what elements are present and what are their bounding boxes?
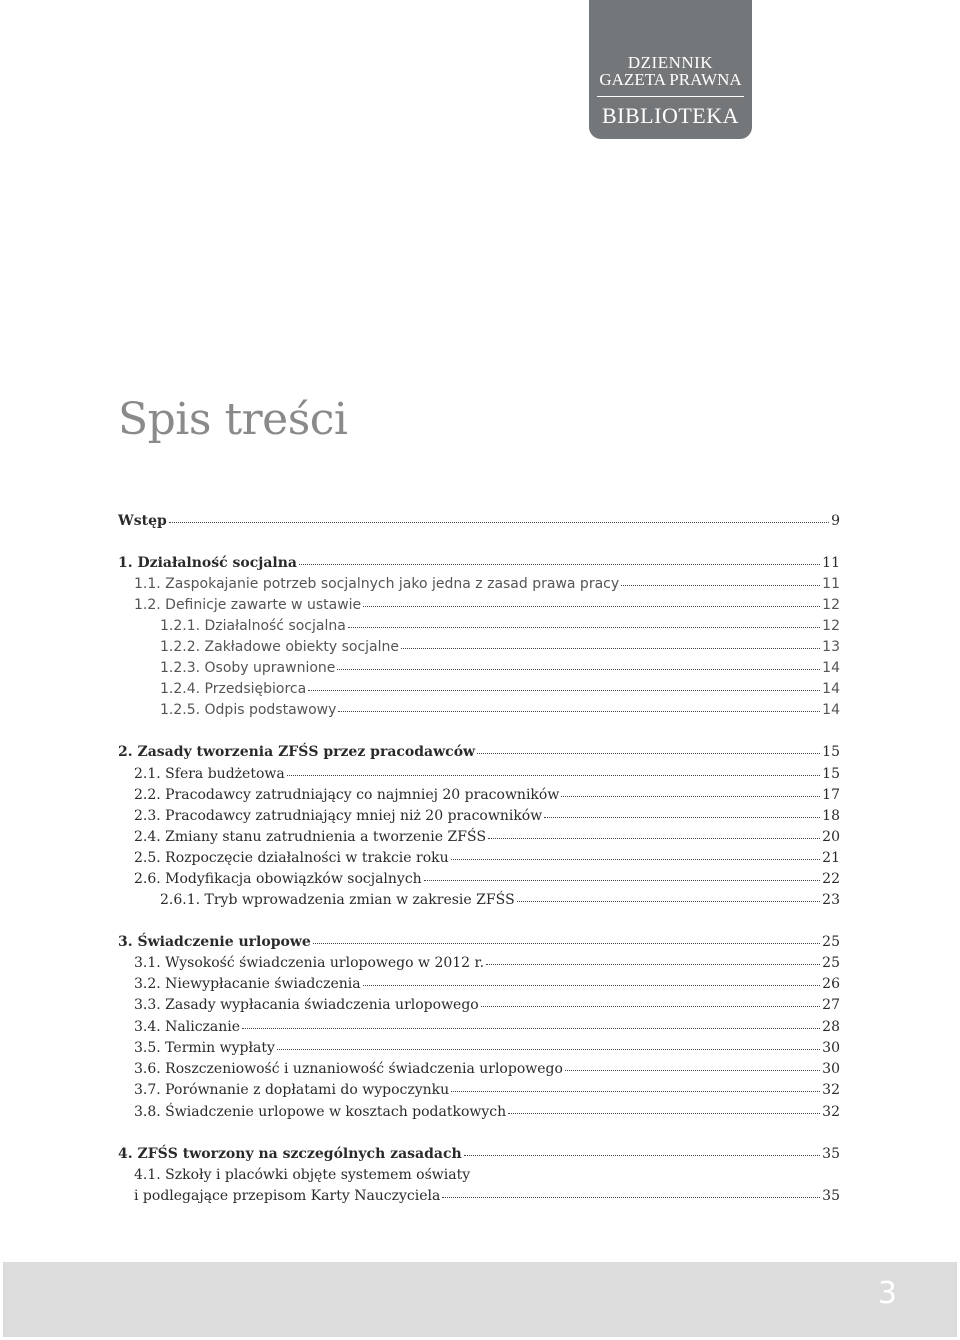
toc-entry[interactable] [134, 1102, 840, 1123]
toc-entry-page: 17 [822, 787, 840, 803]
toc-entry-label: 2.3. Pracodawcy zatrudniający mniej niż 20 pracowników [134, 808, 543, 824]
toc-entry-page: 14 [822, 681, 840, 697]
toc-entry-page: 28 [822, 1019, 840, 1035]
toc-entry[interactable] [160, 679, 840, 700]
toc-entry-page: 18 [822, 808, 840, 824]
toc-entry-label: 1.2.4. Przedsiębiorca [160, 681, 307, 697]
toc-entry[interactable] [134, 974, 840, 995]
toc-entry-label: 2.6. Modyfikacja obowiązków socjalnych [134, 871, 422, 887]
page-number: 3 [877, 1276, 897, 1311]
toc-entry[interactable] [134, 848, 840, 869]
toc-entry-page: 27 [822, 997, 840, 1013]
toc-entry-label[interactable]: 4.1. Szkoły i placówki objęte systemem oświaty [134, 1167, 471, 1183]
toc-leader [486, 963, 820, 965]
toc-entry[interactable] [134, 764, 840, 785]
toc-entry[interactable] [160, 658, 840, 679]
toc-leader [401, 647, 820, 649]
toc-leader [308, 689, 820, 691]
toc-entry[interactable] [134, 1059, 840, 1080]
toc-leader [169, 521, 829, 523]
toc-entry[interactable] [118, 932, 840, 953]
toc-leader [464, 1154, 821, 1156]
toc-entry[interactable] [134, 995, 840, 1016]
page-title: Spis treści [118, 394, 348, 445]
toc-entry[interactable] [134, 785, 840, 806]
toc-entry-page: 30 [822, 1061, 840, 1077]
toc-entry[interactable] [160, 616, 840, 637]
toc-entry-page: 22 [822, 871, 840, 887]
toc-entry-page: 21 [822, 850, 840, 866]
logo-line-1: DZIENNIK [627, 53, 714, 72]
page-footer [3, 1262, 957, 1337]
toc-entry-page: 35 [822, 1146, 840, 1162]
toc-entry-page: 11 [822, 576, 840, 592]
toc-entry-page: 14 [822, 660, 840, 676]
toc-entry-label: 1.2.5. Odpis podstawowy [160, 702, 337, 718]
toc-entry[interactable] [118, 742, 840, 763]
toc-leader [348, 626, 820, 628]
toc-leader [621, 584, 820, 586]
toc-entry-label: 1.2.2. Zakładowe obiekty socjalne [160, 639, 400, 655]
toc-entry-label: 2.5. Rozpoczęcie działalności w trakcie roku [134, 850, 449, 866]
toc-entry-page: 11 [822, 555, 840, 571]
toc-entry[interactable] [160, 890, 840, 911]
toc-entry[interactable] [134, 806, 840, 827]
logo-line-3: BIBLIOTEKA [602, 103, 739, 128]
toc-entry-label: 4. ZFŚS tworzony na szczególnych zasadach [118, 1146, 462, 1162]
toc-leader [508, 1112, 820, 1114]
toc-leader [442, 1196, 820, 1198]
toc-entry-page: 26 [822, 976, 840, 992]
toc-entry-page: 12 [822, 597, 840, 613]
toc-entry-label: 2.6.1. Tryb wprowadzenia zmian w zakresie ZFŚS [160, 892, 515, 908]
toc-entry-page: 30 [822, 1040, 840, 1056]
toc-entry-label: 3. Świadczenie urlopowe [118, 934, 311, 950]
toc-leader [561, 795, 820, 797]
toc-entry[interactable] [134, 1080, 840, 1101]
toc-leader [363, 605, 820, 607]
toc-entry[interactable] [134, 574, 840, 595]
toc-leader [517, 900, 820, 902]
toc-leader [313, 942, 820, 944]
toc-leader [481, 1005, 820, 1007]
toc-entry-label: 1.2.3. Osoby uprawnione [160, 660, 336, 676]
toc-entry-page: 20 [822, 829, 840, 845]
toc-entry-label: 3.6. Roszczeniowość i uznaniowość świadczenia urlopowego [134, 1061, 563, 1077]
toc-entry-label: 3.1. Wysokość świadczenia urlopowego w 2012 r. [134, 955, 485, 971]
toc-entry[interactable] [134, 953, 840, 974]
toc-entry-page: 35 [822, 1188, 840, 1204]
toc-entry[interactable] [160, 637, 840, 658]
toc-entry-label: 3.2. Niewypłacanie świadczenia [134, 976, 361, 992]
toc-entry[interactable] [118, 1144, 840, 1165]
toc-leader [544, 816, 820, 818]
toc-entry-page: 15 [822, 766, 840, 782]
toc-entry-label: 2.2. Pracodawcy zatrudniający co najmniej 20 pracowników [134, 787, 560, 803]
toc-entry[interactable] [134, 869, 840, 890]
toc-entry[interactable] [134, 595, 840, 616]
toc-entry-page: 32 [822, 1104, 840, 1120]
toc-leader [242, 1027, 820, 1029]
toc-leader [363, 984, 821, 986]
toc-leader [565, 1069, 820, 1071]
toc-entry-page: 9 [831, 513, 840, 529]
toc-leader [451, 1090, 820, 1092]
toc-entry-label: 3.8. Świadczenie urlopowe w kosztach podatkowych [134, 1104, 507, 1120]
toc-entry-label: 1.2.1. Działalność socjalna [160, 618, 346, 634]
toc-entry-label: 3.4. Naliczanie [134, 1019, 241, 1035]
toc-entry-page: 13 [822, 639, 840, 655]
toc-entry-page: 25 [822, 955, 840, 971]
toc-entry-page: 15 [822, 744, 840, 760]
toc-entry-label: 3.3. Zasady wypłacania świadczenia urlopowego [134, 997, 479, 1013]
toc-entry-label: 2. Zasady tworzenia ZFŚS przez pracodawców [118, 744, 476, 760]
toc-entry-label: 2.4. Zmiany stanu zatrudnienia a tworzenie ZFŚS [134, 829, 487, 845]
toc-leader [299, 563, 820, 565]
toc-entry[interactable] [134, 1017, 840, 1038]
toc-entry-label: 3.5. Termin wypłaty [134, 1040, 275, 1056]
toc-entry-label: 2.1. Sfera budżetowa [134, 766, 285, 782]
toc-entry-page: 14 [822, 702, 840, 718]
toc-leader [337, 668, 820, 670]
toc-entry-page: 32 [822, 1082, 840, 1098]
toc-entry-label: 1.1. Zaspokajanie potrzeb socjalnych jako jedna z zasad prawa pracy [134, 576, 620, 592]
toc-entry-page: 23 [822, 892, 840, 908]
toc-leader [477, 752, 820, 754]
toc-entry-label: 1. Działalność socjalna [118, 555, 297, 571]
toc-entry-label: 3.7. Porównanie z dopłatami do wypoczynku [134, 1082, 450, 1098]
logo-line-2: GAZETA PRAWNA [599, 70, 742, 89]
toc-leader [488, 837, 820, 839]
toc-entry-page: 12 [822, 618, 840, 634]
toc-leader [424, 879, 820, 881]
toc-leader [451, 858, 821, 860]
toc-leader [338, 710, 820, 712]
toc-entry[interactable] [134, 1038, 840, 1059]
toc-entry[interactable] [118, 511, 840, 532]
toc-entry-label: Wstęp [118, 513, 167, 529]
toc-entry-page: 25 [822, 934, 840, 950]
toc-entry-label: i podlegające przepisom Karty Nauczyciela [134, 1188, 441, 1204]
toc-leader [287, 774, 820, 776]
toc-entry[interactable] [134, 827, 840, 848]
toc-entry[interactable] [160, 700, 840, 721]
toc-leader [277, 1048, 820, 1050]
toc-entry[interactable] [134, 1186, 840, 1207]
toc-entry[interactable] [118, 553, 840, 574]
toc-entry-label: 1.2. Definicje zawarte w ustawie [134, 597, 362, 613]
